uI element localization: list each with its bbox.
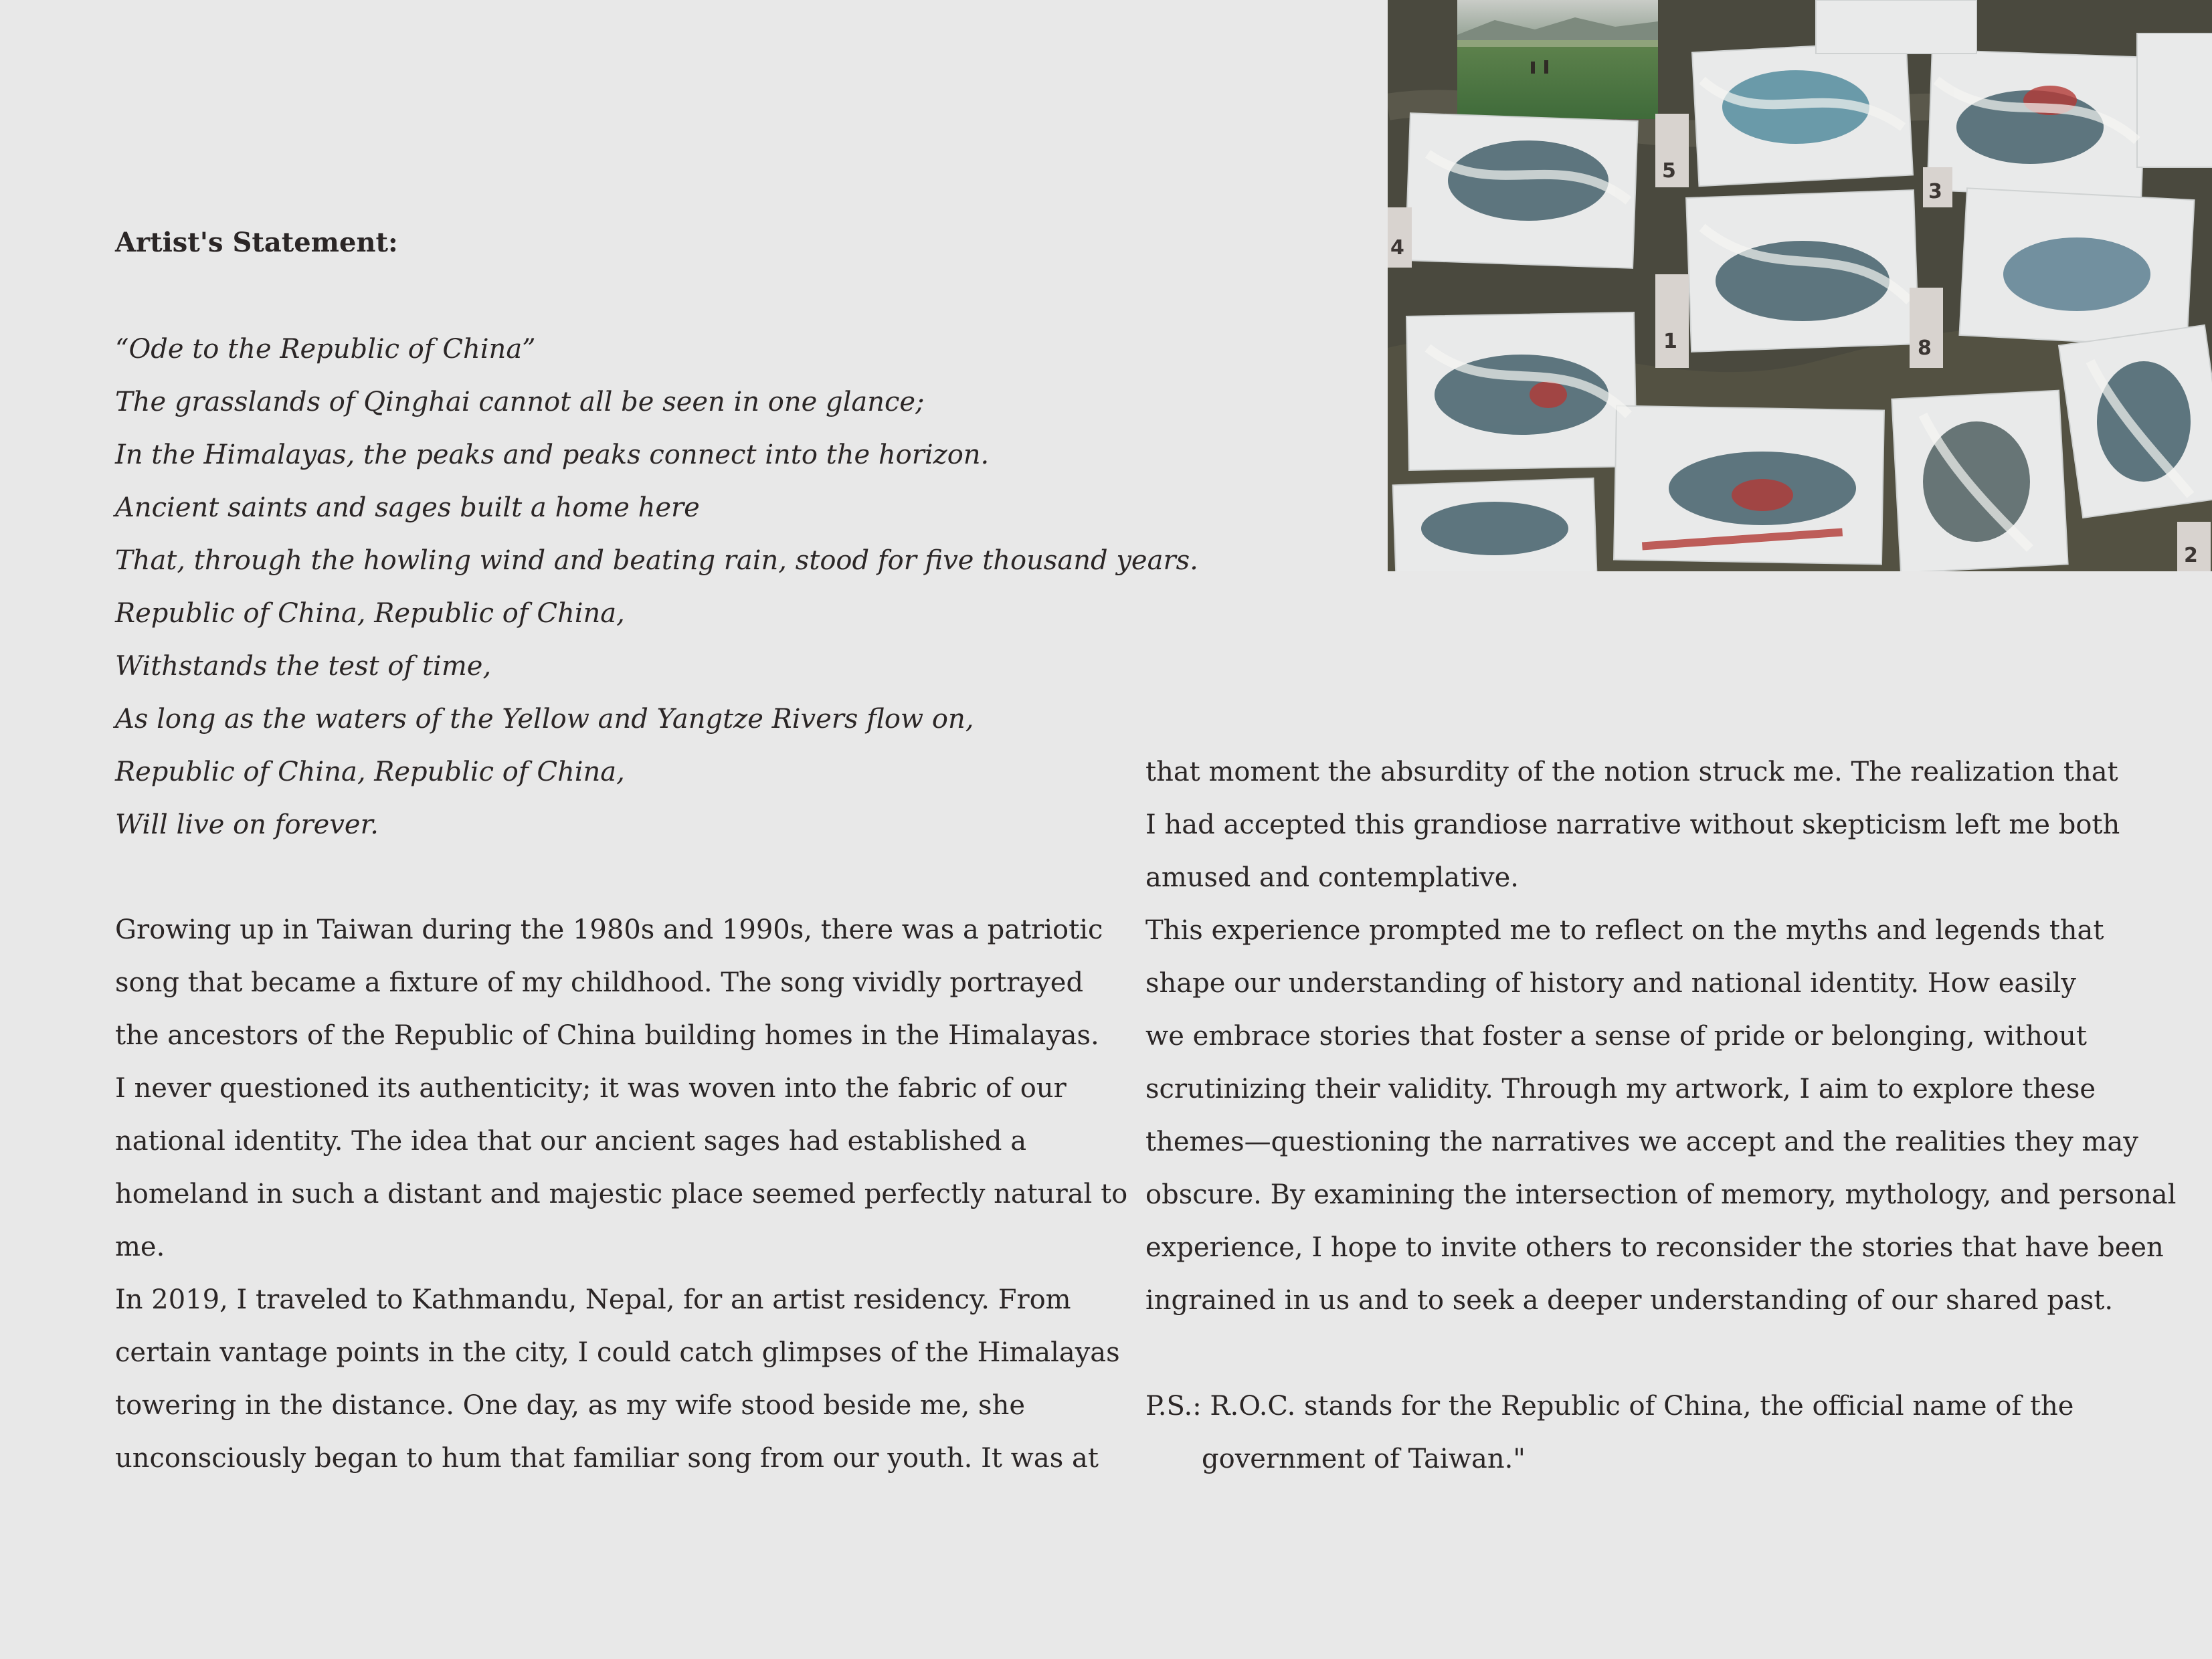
body-line: ingrained in us and to seek a deeper understanding of our shared past. bbox=[1145, 1285, 2114, 1316]
poem-line: Republic of China, Republic of China, bbox=[115, 757, 625, 787]
marker-4 bbox=[1388, 207, 1412, 268]
marker-3 bbox=[1923, 167, 1952, 207]
marker-2-label: 2 bbox=[2184, 544, 2198, 567]
poem-line: As long as the waters of the Yellow and Yangtze Rivers flow on, bbox=[115, 704, 974, 735]
marker-3-label: 3 bbox=[1928, 180, 1942, 203]
body-line: national identity. The idea that our ancient sages had established a bbox=[115, 1126, 1027, 1157]
body-line: themes—questioning the narratives we accept and the realities they may bbox=[1145, 1127, 2138, 1157]
body-line: I never questioned its authenticity; it was woven into the fabric of our bbox=[115, 1073, 1067, 1104]
postscript-line: P.S.: R.O.C. stands for the Republic of China, the official name of the bbox=[1145, 1391, 2074, 1422]
poem-line: That, through the howling wind and beating rain, stood for five thousand years. bbox=[115, 545, 1198, 576]
body-line: I had accepted this grandiose narrative without skepticism left me both bbox=[1145, 809, 2120, 840]
body-line: amused and contemplative. bbox=[1145, 862, 1519, 893]
body-line: shape our understanding of history and national identity. How easily bbox=[1145, 968, 2076, 999]
statement-left-column bbox=[115, 908, 1128, 1490]
poem-line: The grasslands of Qinghai cannot all be seen in one glance; bbox=[115, 387, 925, 417]
postscript-line: government of Taiwan." bbox=[1202, 1444, 1526, 1474]
marker-8-label: 8 bbox=[1918, 336, 1932, 360]
poem-line: Republic of China, Republic of China, bbox=[115, 598, 625, 629]
marker-2 bbox=[2177, 522, 2211, 571]
poem-title: “Ode to the Republic of China” bbox=[115, 334, 536, 365]
marker-5-label: 5 bbox=[1662, 159, 1676, 183]
poem-line: Will live on forever. bbox=[115, 809, 379, 840]
postscript bbox=[1145, 1385, 2109, 1490]
body-line: the ancestors of the Republic of China building homes in the Himalayas. bbox=[115, 1020, 1099, 1051]
body-line: unconsciously began to hum that familiar song from our youth. It was at bbox=[115, 1443, 1099, 1474]
marker-1-label: 1 bbox=[1663, 330, 1677, 353]
body-line: In 2019, I traveled to Kathmandu, Nepal, for an artist residency. From bbox=[115, 1284, 1071, 1315]
body-line: scrutinizing their validity. Through my artwork, I aim to explore these bbox=[1145, 1074, 2096, 1104]
body-line: This experience prompted me to reflect on the myths and legends that bbox=[1145, 915, 2104, 946]
poem bbox=[115, 328, 1198, 856]
body-line: certain vantage points in the city, I could catch glimpses of the Himalayas bbox=[115, 1337, 1120, 1368]
landscape-print bbox=[1457, 0, 1658, 119]
body-line: song that became a fixture of my childhood. The song vividly portrayed bbox=[115, 967, 1084, 998]
marker-8 bbox=[1910, 288, 1943, 368]
poem-line: Withstands the test of time, bbox=[115, 651, 492, 682]
poem-line: Ancient saints and sages built a home here bbox=[115, 492, 700, 523]
body-line: towering in the distance. One day, as my wife stood beside me, she bbox=[115, 1390, 1025, 1421]
marker-5 bbox=[1655, 114, 1689, 187]
marker-4-label: 4 bbox=[1390, 236, 1404, 260]
poem-line: In the Himalayas, the peaks and peaks connect into the horizon. bbox=[115, 440, 990, 470]
artwork-photo bbox=[1388, 0, 2212, 571]
body-line: that moment the absurdity of the notion struck me. The realization that bbox=[1145, 757, 2118, 787]
marker-1 bbox=[1655, 274, 1689, 368]
statement-heading: Artist's Statement: bbox=[115, 227, 398, 258]
body-line: homeland in such a distant and majestic place seemed perfectly natural to bbox=[115, 1179, 1128, 1209]
body-line: me. bbox=[115, 1232, 165, 1262]
body-line: obscure. By examining the intersection of memory, mythology, and personal bbox=[1145, 1179, 2177, 1210]
statement-right-column bbox=[1145, 751, 2177, 1490]
body-line: experience, I hope to invite others to reconsider the stories that have been bbox=[1145, 1232, 2164, 1263]
body-line: we embrace stories that foster a sense of pride or belonging, without bbox=[1145, 1021, 2087, 1052]
body-line: Growing up in Taiwan during the 1980s and 1990s, there was a patriotic bbox=[115, 914, 1103, 945]
